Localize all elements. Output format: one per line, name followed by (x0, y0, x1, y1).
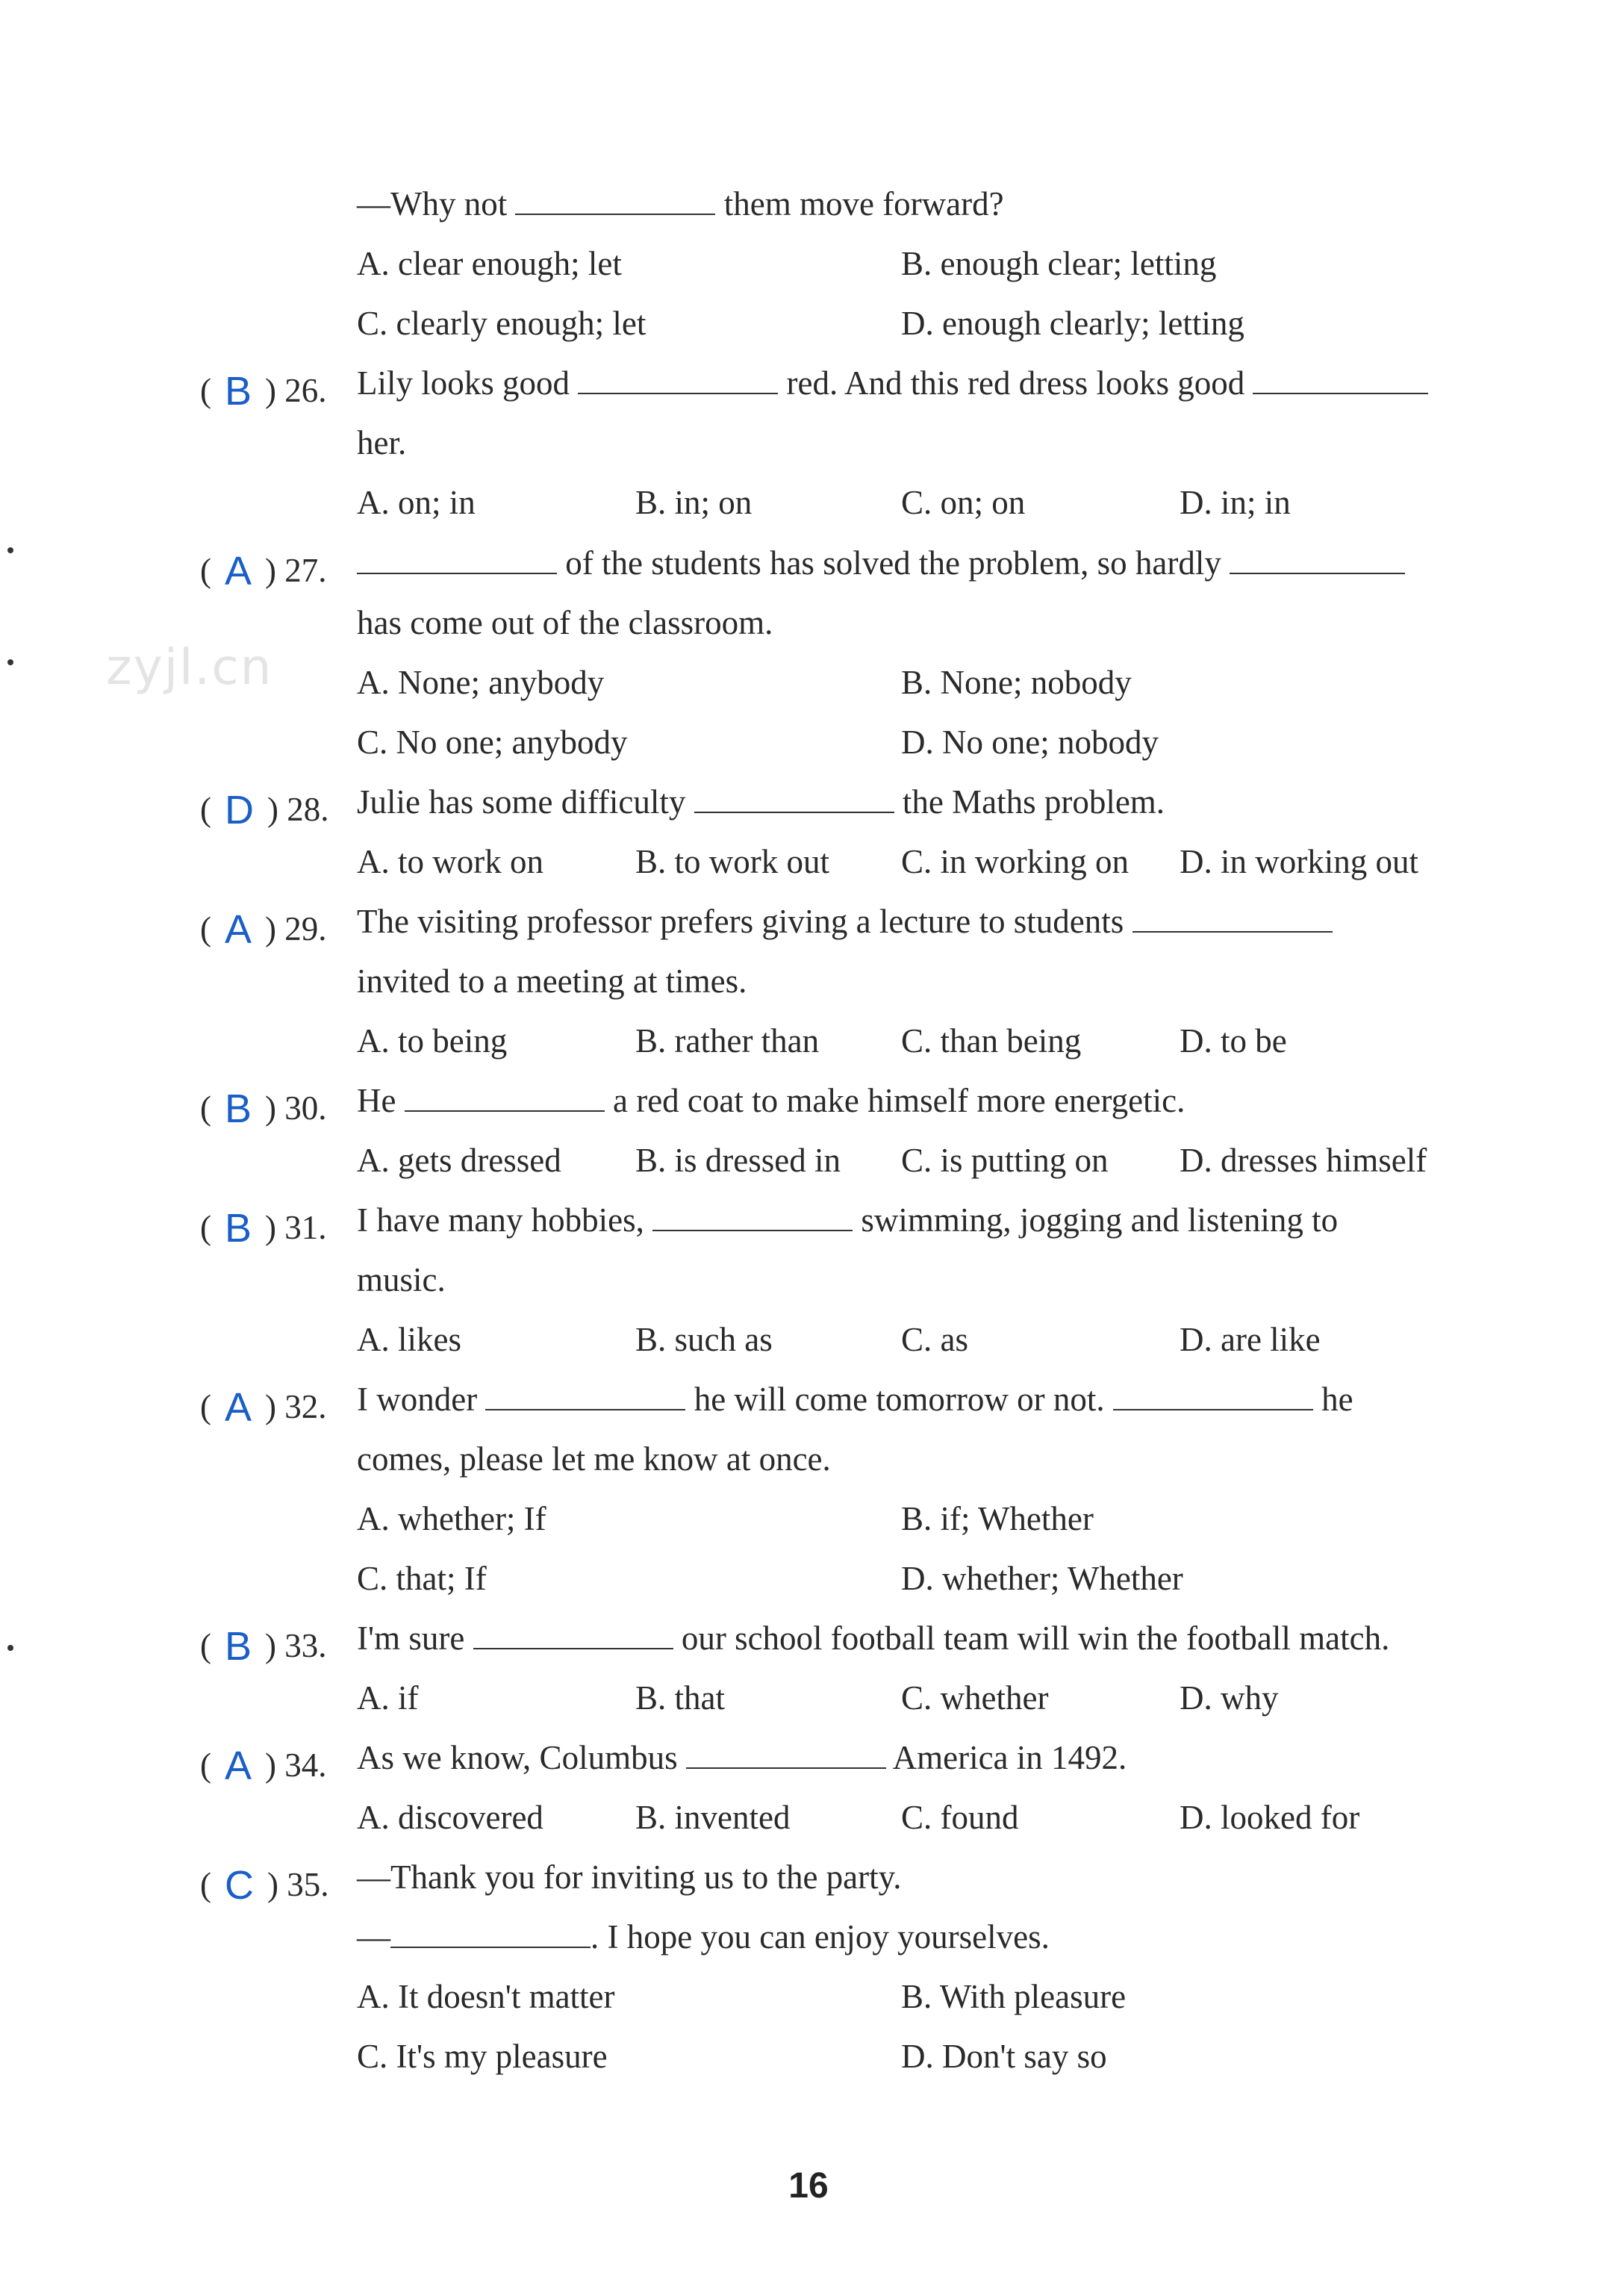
q28-answer: D (225, 788, 254, 833)
q34-option-a: A. discovered (357, 1799, 543, 1836)
q33-option-c: C. whether (901, 1679, 1049, 1717)
q35-option-d: D. Don't say so (901, 2038, 1107, 2075)
margin-dot (7, 547, 13, 553)
q30-part2: a red coat to make himself more energetic. (612, 1082, 1186, 1119)
q32-answer: A (225, 1385, 252, 1430)
q26-option-a: A. on; in (357, 484, 476, 521)
margin-dot (7, 1645, 13, 1651)
q35-part1: —Thank you for inviting us to the party. (357, 1858, 902, 1896)
q31-part2: swimming, jogging and listening to (861, 1201, 1339, 1239)
page-number: 16 (788, 2166, 829, 2206)
q35-option-b: B. With pleasure (901, 1978, 1127, 2015)
q29-option-c: C. than being (901, 1022, 1082, 1060)
q28-part2: the Maths problem. (902, 783, 1165, 821)
q31-option-c: C. as (901, 1321, 968, 1358)
q26-answer: B (225, 369, 252, 414)
q27-option-a: A. None; anybody (357, 664, 605, 701)
q31-answer-slot: ( B ) 31. (200, 1206, 327, 1251)
q30-option-d: D. dresses himself (1180, 1142, 1427, 1179)
q27-continuation: has come out of the classroom. (357, 604, 773, 641)
q26-stem (357, 361, 1428, 405)
q32-number: ) 32. (265, 1388, 327, 1425)
q34-option-c: C. found (901, 1799, 1019, 1836)
q31-answer: B (225, 1206, 252, 1251)
q26-part2: red. And this red dress looks good (786, 364, 1245, 402)
q26-continuation: her. (357, 424, 407, 461)
q31-continuation: music. (357, 1261, 446, 1298)
q29-option-d: D. to be (1180, 1022, 1287, 1060)
q35-line2 (357, 1914, 1050, 1959)
q29-answer-slot: ( A ) 29. (200, 907, 327, 952)
q29-continuation: invited to a meeting at times. (357, 962, 747, 1000)
q30-answer-slot: ( B ) 30. (200, 1086, 327, 1131)
q31-option-b: B. such as (635, 1321, 773, 1358)
q30-number: ) 30. (265, 1089, 327, 1127)
q27-answer-slot: ( A ) 27. (200, 549, 327, 594)
q32-stem (357, 1377, 1353, 1422)
q34-answer: A (225, 1743, 252, 1788)
q31-part1: I have many hobbies, (357, 1201, 644, 1239)
q27-option-c: C. No one; anybody (357, 724, 628, 761)
q34-answer-slot: ( A ) 34. (200, 1743, 327, 1788)
q26-answer-slot: ( B ) 26. (200, 369, 327, 414)
q25-option-c: C. clearly enough; let (357, 305, 647, 342)
q35-option-a: A. It doesn't matter (357, 1978, 615, 2015)
answer-blank (652, 1200, 853, 1231)
margin-dot (7, 659, 13, 665)
answer-blank (1132, 901, 1333, 933)
q28-part1: Julie has some difficulty (357, 783, 686, 821)
q25-suffix: them move forward? (723, 185, 1004, 223)
q31-option-a: A. likes (357, 1321, 461, 1358)
q32-continuation: comes, please let me know at once. (357, 1440, 831, 1478)
q32-option-d: D. whether; Whether (901, 1560, 1183, 1597)
q26-number: ) 26. (265, 372, 327, 409)
answer-blank (485, 1379, 685, 1410)
q34-option-b: B. invented (635, 1799, 791, 1836)
q27-part1: of the students has solved the problem, so hardly (565, 544, 1221, 582)
q28-option-d: D. in working out (1180, 843, 1418, 880)
answer-blank (515, 184, 715, 215)
q35-line2-prefix: — (357, 1918, 390, 1956)
q34-part2: America in 1492. (892, 1739, 1127, 1776)
answer-blank (390, 1917, 591, 1948)
q29-number: ) 29. (265, 910, 327, 948)
q30-stem (357, 1078, 1185, 1123)
q28-answer-slot: ( D ) 28. (200, 788, 329, 833)
answer-blank (578, 363, 778, 394)
q27-option-b: B. None; nobody (901, 664, 1132, 701)
q28-option-b: B. to work out (635, 843, 830, 880)
q35-option-c: C. It's my pleasure (357, 2038, 608, 2075)
answer-blank (686, 1737, 886, 1769)
q32-option-c: C. that; If (357, 1560, 487, 1597)
q30-option-b: B. is dressed in (635, 1142, 841, 1179)
q35-answer-slot: ( C ) 35. (200, 1863, 329, 1908)
q30-option-c: C. is putting on (901, 1142, 1109, 1179)
answer-blank (1230, 543, 1405, 574)
q34-option-d: D. looked for (1180, 1799, 1360, 1836)
q33-answer-slot: ( B ) 33. (200, 1624, 327, 1669)
answer-blank (405, 1080, 605, 1112)
q28-stem (357, 780, 1165, 824)
q35-line2-suffix: . I hope you can enjoy yourselves. (591, 1918, 1050, 1956)
q25-option-d: D. enough clearly; letting (901, 305, 1244, 342)
answer-blank (1113, 1379, 1313, 1410)
q33-part1: I'm sure (357, 1620, 465, 1657)
q35-answer: C (225, 1863, 254, 1908)
q32-option-a: A. whether; If (357, 1500, 546, 1537)
q30-option-a: A. gets dressed (357, 1142, 561, 1179)
q29-option-a: A. to being (357, 1022, 508, 1060)
q33-option-b: B. that (635, 1679, 725, 1717)
q26-part1: Lily looks good (357, 364, 570, 402)
q33-option-a: A. if (357, 1679, 419, 1717)
answer-blank (694, 782, 894, 813)
q32-part3: he (1321, 1381, 1353, 1418)
q31-option-d: D. are like (1180, 1321, 1321, 1358)
q27-stem (357, 541, 1405, 585)
answer-blank (357, 543, 557, 574)
q27-option-d: D. No one; nobody (901, 724, 1159, 761)
q34-number: ) 34. (265, 1746, 327, 1784)
q26-option-d: D. in; in (1180, 484, 1291, 521)
q25-prefix: —Why not (357, 185, 508, 223)
q27-answer: A (225, 549, 252, 594)
q30-answer: B (225, 1086, 252, 1131)
q29-option-b: B. rather than (635, 1022, 820, 1060)
q29-part1: The visiting professor prefers giving a lecture to students (357, 903, 1124, 940)
q30-part1: He (357, 1082, 396, 1119)
q27-number: ) 27. (265, 552, 327, 589)
q32-part1: I wonder (357, 1381, 478, 1418)
q33-stem (357, 1616, 1389, 1661)
q34-stem (357, 1735, 1127, 1780)
q33-part2: our school football team will win the football match. (681, 1620, 1390, 1657)
q32-answer-slot: ( A ) 32. (200, 1385, 327, 1430)
q33-answer: B (225, 1624, 252, 1669)
q26-option-b: B. in; on (635, 484, 753, 521)
q34-part1: As we know, Columbus (357, 1739, 678, 1776)
answer-blank (473, 1618, 673, 1649)
q33-option-d: D. why (1180, 1679, 1279, 1717)
q33-number: ) 33. (265, 1627, 327, 1664)
q29-stem (357, 899, 1333, 944)
q28-option-c: C. in working on (901, 843, 1130, 880)
watermark: zyjl.cn (106, 638, 273, 696)
q28-option-a: A. to work on (357, 843, 543, 880)
q32-part2: he will come tomorrow or not. (694, 1381, 1105, 1418)
q31-stem (357, 1198, 1338, 1242)
q25-option-b: B. enough clear; letting (901, 245, 1217, 282)
q32-option-b: B. if; Whether (901, 1500, 1094, 1537)
q28-number: ) 28. (267, 791, 329, 828)
q35-stem (357, 1855, 901, 1900)
q31-number: ) 31. (265, 1209, 327, 1246)
answer-blank (1253, 363, 1428, 394)
q29-answer: A (225, 907, 252, 952)
q25-stem (357, 181, 1004, 226)
q25-option-a: A. clear enough; let (357, 245, 622, 282)
q26-option-c: C. on; on (901, 484, 1026, 521)
q35-number: ) 35. (267, 1866, 329, 1903)
